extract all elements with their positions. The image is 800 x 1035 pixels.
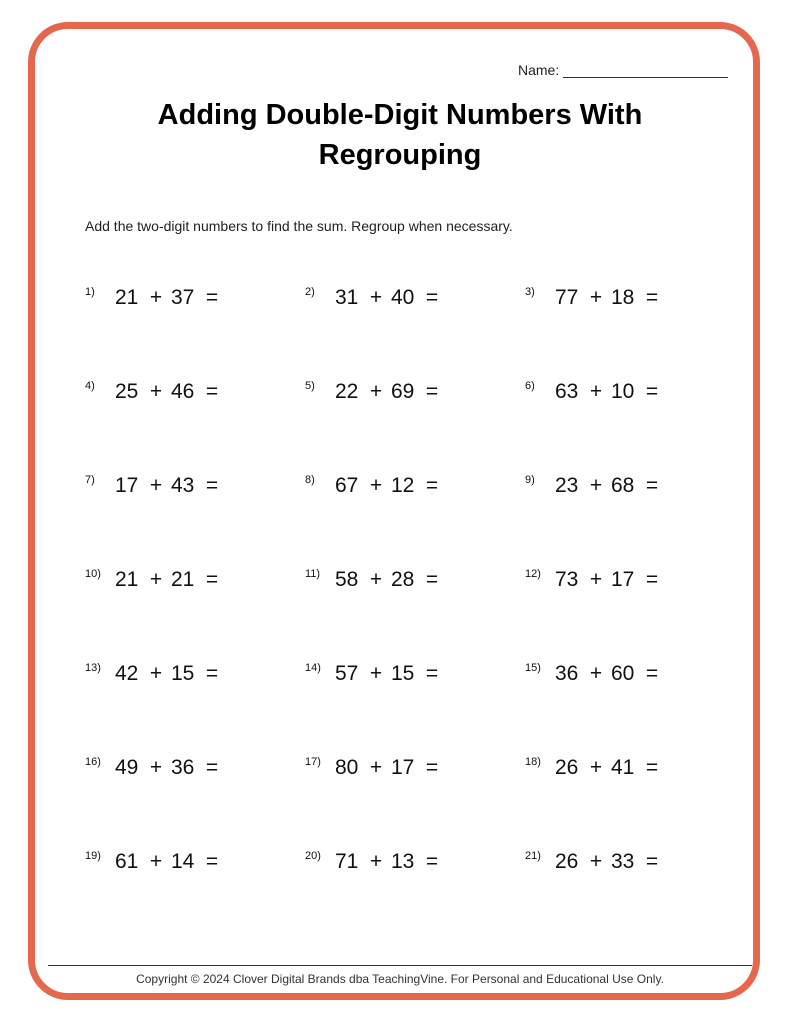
equals-sign: = (645, 286, 659, 309)
problem-number: 14) (305, 662, 321, 674)
plus-sign: + (589, 662, 603, 685)
addend-b: 43 (171, 474, 195, 497)
problem-grid (85, 285, 705, 885)
problem-number: 13) (85, 662, 101, 674)
problem[interactable] (525, 285, 725, 315)
problem[interactable] (525, 849, 725, 879)
equals-sign: = (645, 662, 659, 685)
name-field[interactable] (518, 62, 728, 78)
addend-b: 15 (391, 662, 415, 685)
addend-b: 13 (391, 850, 415, 873)
equals-sign: = (425, 850, 439, 873)
plus-sign: + (149, 286, 163, 309)
addend-a: 73 (555, 568, 579, 591)
equals-sign: = (205, 286, 219, 309)
equals-sign: = (205, 474, 219, 497)
plus-sign: + (369, 286, 383, 309)
addend-a: 26 (555, 756, 579, 779)
problem-expression (555, 567, 667, 593)
problem-number: 7) (85, 474, 95, 486)
problem-number: 11) (305, 568, 321, 580)
problem-expression (115, 661, 227, 687)
problem[interactable] (525, 473, 725, 503)
problem[interactable] (525, 567, 725, 597)
equals-sign: = (425, 286, 439, 309)
addend-a: 80 (335, 756, 359, 779)
plus-sign: + (589, 568, 603, 591)
addend-a: 22 (335, 380, 359, 403)
problem-number: 5) (305, 380, 315, 392)
problem-expression (115, 285, 227, 311)
problem-number: 4) (85, 380, 95, 392)
plus-sign: + (149, 662, 163, 685)
problem[interactable] (305, 379, 505, 409)
plus-sign: + (369, 474, 383, 497)
problem-number: 10) (85, 568, 101, 580)
problem-expression (335, 755, 447, 781)
plus-sign: + (369, 380, 383, 403)
equals-sign: = (205, 756, 219, 779)
equals-sign: = (425, 474, 439, 497)
copyright-footer: Copyright © 2024 Clover Digital Brands dba TeachingVine. For Personal and Educational Use Only. (136, 972, 664, 986)
addend-a: 61 (115, 850, 139, 873)
problem-number: 16) (85, 756, 101, 768)
equals-sign: = (205, 850, 219, 873)
problem-expression (335, 849, 447, 875)
problem[interactable] (85, 285, 285, 315)
addend-a: 67 (335, 474, 359, 497)
problem[interactable] (85, 755, 285, 785)
addend-a: 77 (555, 286, 579, 309)
plus-sign: + (369, 568, 383, 591)
problem-expression (115, 379, 227, 405)
problem-expression (555, 755, 667, 781)
problem[interactable] (85, 661, 285, 691)
problem-expression (115, 567, 227, 593)
problem-number: 1) (85, 286, 95, 298)
addend-b: 60 (611, 662, 635, 685)
plus-sign: + (589, 850, 603, 873)
addend-b: 37 (171, 286, 195, 309)
name-label: Name: (518, 62, 560, 78)
equals-sign: = (205, 380, 219, 403)
problem-expression (335, 661, 447, 687)
addend-b: 68 (611, 474, 635, 497)
addend-a: 63 (555, 380, 579, 403)
addend-a: 25 (115, 380, 139, 403)
addend-a: 31 (335, 286, 359, 309)
problem-expression (335, 473, 447, 499)
plus-sign: + (149, 850, 163, 873)
addend-b: 28 (391, 568, 415, 591)
addend-a: 57 (335, 662, 359, 685)
plus-sign: + (149, 474, 163, 497)
problem-number: 21) (525, 850, 541, 862)
equals-sign: = (425, 756, 439, 779)
equals-sign: = (425, 380, 439, 403)
problem-number: 20) (305, 850, 321, 862)
addend-b: 40 (391, 286, 415, 309)
equals-sign: = (205, 662, 219, 685)
equals-sign: = (205, 568, 219, 591)
problem-expression (335, 379, 447, 405)
problem-expression (115, 473, 227, 499)
instructions: Add the two-digit numbers to find the sum. Regroup when necessary. (85, 218, 513, 234)
problem-expression (555, 849, 667, 875)
problem[interactable] (525, 661, 725, 691)
addend-b: 21 (171, 568, 195, 591)
problem[interactable] (305, 473, 505, 503)
addend-b: 46 (171, 380, 195, 403)
problem-expression (555, 285, 667, 311)
problem[interactable] (85, 567, 285, 597)
problem-number: 17) (305, 756, 321, 768)
equals-sign: = (645, 380, 659, 403)
problem-expression (335, 567, 447, 593)
addend-a: 21 (115, 286, 139, 309)
addend-b: 69 (391, 380, 415, 403)
problem-number: 18) (525, 756, 541, 768)
problem-number: 19) (85, 850, 101, 862)
problem[interactable] (305, 285, 505, 315)
equals-sign: = (645, 474, 659, 497)
problem-expression (115, 755, 227, 781)
plus-sign: + (369, 756, 383, 779)
problem-expression (115, 849, 227, 875)
plus-sign: + (149, 380, 163, 403)
problem-number: 3) (525, 286, 535, 298)
addend-b: 36 (171, 756, 195, 779)
addend-a: 58 (335, 568, 359, 591)
problem-number: 8) (305, 474, 315, 486)
addend-a: 21 (115, 568, 139, 591)
equals-sign: = (425, 662, 439, 685)
name-line[interactable] (563, 63, 728, 78)
equals-sign: = (645, 756, 659, 779)
addend-b: 17 (391, 756, 415, 779)
plus-sign: + (589, 380, 603, 403)
problem[interactable] (85, 473, 285, 503)
equals-sign: = (645, 568, 659, 591)
addend-a: 49 (115, 756, 139, 779)
equals-sign: = (425, 568, 439, 591)
problem-expression (555, 379, 667, 405)
plus-sign: + (589, 756, 603, 779)
addend-a: 42 (115, 662, 139, 685)
problem-expression (555, 473, 667, 499)
problem[interactable] (525, 755, 725, 785)
problem[interactable] (305, 755, 505, 785)
plus-sign: + (149, 568, 163, 591)
problem-number: 15) (525, 662, 541, 674)
problem-number: 2) (305, 286, 315, 298)
problem-expression (335, 285, 447, 311)
problem-number: 6) (525, 380, 535, 392)
plus-sign: + (589, 474, 603, 497)
addend-b: 18 (611, 286, 635, 309)
addend-b: 17 (611, 568, 635, 591)
problem[interactable] (85, 849, 285, 879)
addend-b: 12 (391, 474, 415, 497)
footer-divider (48, 965, 752, 966)
problem-number: 12) (525, 568, 541, 580)
plus-sign: + (369, 662, 383, 685)
addend-a: 23 (555, 474, 579, 497)
problem-number: 9) (525, 474, 535, 486)
problem[interactable] (305, 661, 505, 691)
plus-sign: + (149, 756, 163, 779)
addend-b: 10 (611, 380, 635, 403)
plus-sign: + (369, 850, 383, 873)
problem[interactable] (305, 567, 505, 597)
addend-b: 14 (171, 850, 195, 873)
problem[interactable] (305, 849, 505, 879)
addend-a: 26 (555, 850, 579, 873)
plus-sign: + (589, 286, 603, 309)
addend-a: 36 (555, 662, 579, 685)
equals-sign: = (645, 850, 659, 873)
addend-b: 41 (611, 756, 635, 779)
problem[interactable] (525, 379, 725, 409)
addend-b: 15 (171, 662, 195, 685)
problem[interactable] (85, 379, 285, 409)
problem-expression (555, 661, 667, 687)
addend-a: 71 (335, 850, 359, 873)
page-title: Adding Double-Digit Numbers With Regrouping (157, 99, 643, 171)
addend-a: 17 (115, 474, 139, 497)
addend-b: 33 (611, 850, 635, 873)
